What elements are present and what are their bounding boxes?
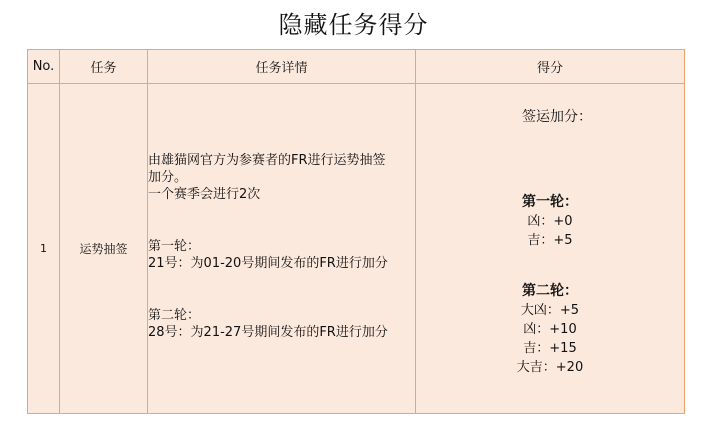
score-intro: 签运加分： (522, 109, 592, 125)
detail-round2-title: 第二轮： (148, 308, 201, 323)
detail-round1-title: 第一轮： (148, 239, 201, 254)
row-number: 1 (28, 84, 60, 414)
score-round2-item-very-good: 大吉：+20 (516, 360, 584, 375)
score-round1-item-good: 吉：+5 (527, 233, 573, 248)
score-round2-item-very-bad: 大凶：+5 (520, 303, 580, 318)
table-header-row (28, 50, 685, 84)
header-no: No. (28, 50, 60, 84)
detail-intro-line3: 一个赛季会进行2次 (148, 187, 261, 202)
task-detail-cell (148, 84, 416, 414)
detail-intro-line1: 由雄猫网官方为参赛者的FR进行运势抽签 (148, 153, 386, 168)
table-row (28, 84, 685, 414)
score-round1-title: 第一轮： (522, 194, 578, 210)
detail-round1-desc: 21号：为01-20号期间发布的FR进行加分 (148, 256, 388, 271)
score-cell (416, 84, 685, 414)
detail-intro-line2: 加分。 (148, 170, 188, 185)
task-name: 运势抽签 (60, 84, 148, 414)
header-task-detail: 任务详情 (148, 50, 416, 84)
score-round2 (416, 281, 684, 377)
header-task: 任务 (60, 50, 148, 84)
score-round1 (416, 192, 684, 250)
hidden-task-score-table (27, 49, 685, 414)
score-round1-item-bad: 凶：+0 (527, 214, 573, 229)
score-round2-title: 第二轮： (522, 283, 578, 299)
score-round2-item-good: 吉：+15 (523, 341, 577, 356)
header-score: 得分 (416, 50, 685, 84)
detail-round2-desc: 28号：为21-27号期间发布的FR进行加分 (148, 325, 388, 340)
page-title: 隐藏任务得分 (278, 11, 429, 39)
score-round2-item-bad: 凶：+10 (523, 322, 577, 337)
